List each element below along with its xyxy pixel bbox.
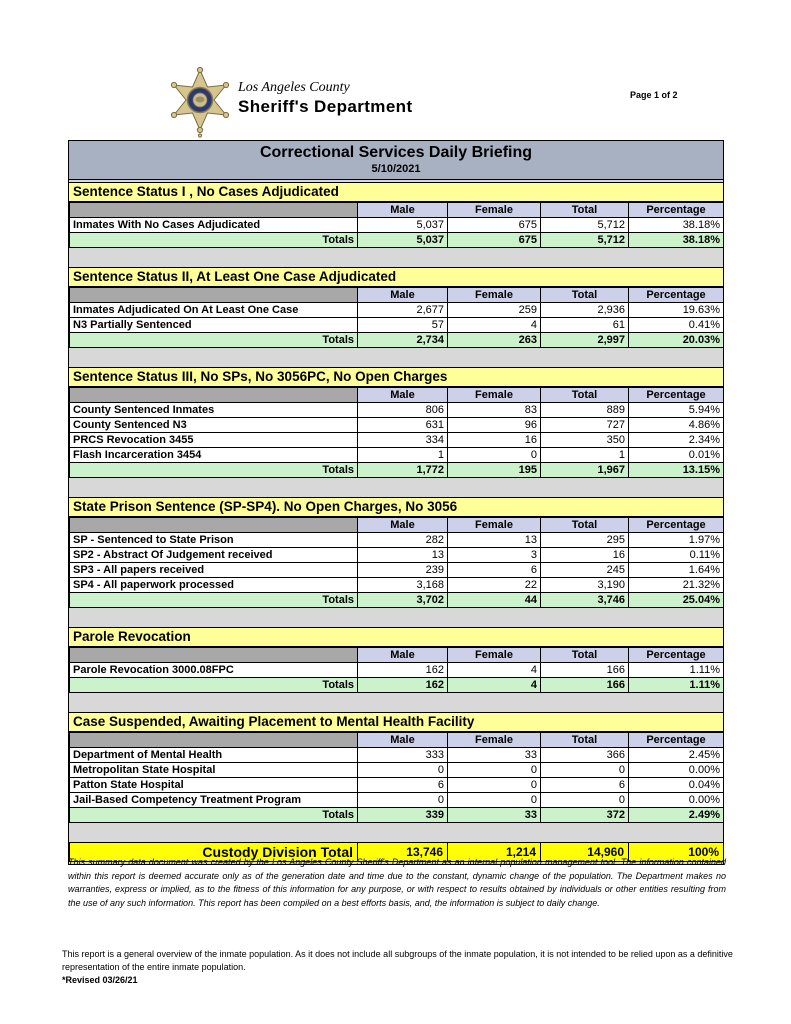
- totals-female: 4: [448, 678, 541, 693]
- totals-total: 166: [541, 678, 629, 693]
- totals-total: 3,746: [541, 593, 629, 608]
- column-header-row: [70, 518, 724, 533]
- totals-female: 263: [448, 333, 541, 348]
- section-title: Sentence Status II, At Least One Case Adjudicated: [69, 267, 723, 287]
- col-header-percentage: Percentage: [629, 648, 724, 663]
- cell-female: 6: [448, 563, 541, 578]
- cell-total: 245: [541, 563, 629, 578]
- cell-male: 631: [358, 418, 448, 433]
- cell-total: 0: [541, 793, 629, 808]
- totals-label: Totals: [70, 233, 358, 248]
- agency-department: Sheriff's Department: [238, 97, 413, 116]
- col-header-total: Total: [541, 518, 629, 533]
- totals-female: 675: [448, 233, 541, 248]
- cell-total: 889: [541, 403, 629, 418]
- totals-percentage: 20.03%: [629, 333, 724, 348]
- cell-percentage: 0.01%: [629, 448, 724, 463]
- cell-percentage: 2.34%: [629, 433, 724, 448]
- col-header-percentage: Percentage: [629, 203, 724, 218]
- cell-percentage: 4.86%: [629, 418, 724, 433]
- cell-total: 5,712: [541, 218, 629, 233]
- totals-row: [70, 808, 724, 823]
- cell-percentage: 1.11%: [629, 663, 724, 678]
- section-table: [69, 732, 724, 823]
- cell-male: 239: [358, 563, 448, 578]
- report-title-bar: [69, 141, 723, 180]
- cell-total: 350: [541, 433, 629, 448]
- section-title: Case Suspended, Awaiting Placement to Mental Health Facility: [69, 712, 723, 732]
- agency-county: Los Angeles County: [238, 80, 350, 95]
- cell-total: 166: [541, 663, 629, 678]
- cell-male: 13: [358, 548, 448, 563]
- grand-total-label: Custody Division Total: [70, 843, 358, 862]
- col-header-percentage: Percentage: [629, 388, 724, 403]
- totals-row: [70, 463, 724, 478]
- section-5: [69, 627, 723, 693]
- report-title: Correctional Services Daily Briefing: [259, 144, 533, 161]
- cell-male: 5,037: [358, 218, 448, 233]
- totals-total: 5,712: [541, 233, 629, 248]
- table-row: [70, 448, 724, 463]
- cell-percentage: 2.45%: [629, 748, 724, 763]
- totals-male: 162: [358, 678, 448, 693]
- section-title: Sentence Status I , No Cases Adjudicated: [69, 182, 723, 202]
- col-header-male: Male: [358, 288, 448, 303]
- table-row: [70, 578, 724, 593]
- totals-male: 3,702: [358, 593, 448, 608]
- grand-total-total: 14,960: [541, 843, 629, 862]
- cell-female: 33: [448, 748, 541, 763]
- totals-label: Totals: [70, 333, 358, 348]
- row-label: Patton State Hospital: [70, 778, 358, 793]
- col-header-percentage: Percentage: [629, 288, 724, 303]
- table-row: [70, 403, 724, 418]
- corner-cell: [70, 388, 358, 403]
- col-header-percentage: Percentage: [629, 518, 724, 533]
- table-row: [70, 663, 724, 678]
- corner-cell: [70, 733, 358, 748]
- cell-percentage: 0.00%: [629, 793, 724, 808]
- cell-percentage: 0.04%: [629, 778, 724, 793]
- cell-male: 0: [358, 763, 448, 778]
- totals-row: [70, 333, 724, 348]
- cell-male: 2,677: [358, 303, 448, 318]
- cell-male: 57: [358, 318, 448, 333]
- corner-cell: [70, 203, 358, 218]
- section-3: [69, 367, 723, 478]
- totals-label: Totals: [70, 678, 358, 693]
- col-header-total: Total: [541, 733, 629, 748]
- table-row: [70, 418, 724, 433]
- totals-male: 1,772: [358, 463, 448, 478]
- row-label: Flash Incarceration 3454: [70, 448, 358, 463]
- cell-female: 22: [448, 578, 541, 593]
- cell-male: 6: [358, 778, 448, 793]
- totals-row: [70, 593, 724, 608]
- grand-total-female: 1,214: [448, 843, 541, 862]
- totals-total: 2,997: [541, 333, 629, 348]
- cell-percentage: 5.94%: [629, 403, 724, 418]
- cell-female: 0: [448, 763, 541, 778]
- column-header-row: [70, 388, 724, 403]
- section-6: [69, 712, 723, 823]
- totals-row: [70, 233, 724, 248]
- column-header-row: [70, 203, 724, 218]
- totals-label: Totals: [70, 463, 358, 478]
- table-row: [70, 318, 724, 333]
- cell-total: 366: [541, 748, 629, 763]
- column-header-row: [70, 648, 724, 663]
- section-table: [69, 517, 724, 608]
- footnote-text: This report is a general overview of the inmate population. As it does not include all subgroups of the inmate population, it is not intended to be relied upon as a definitive representation of the entire inmate population.: [62, 949, 733, 972]
- section-title: State Prison Sentence (SP-SP4). No Open Charges, No 3056: [69, 497, 723, 517]
- row-label: County Sentenced N3: [70, 418, 358, 433]
- row-label: SP2 - Abstract Of Judgement received: [70, 548, 358, 563]
- totals-male: 2,734: [358, 333, 448, 348]
- totals-total: 372: [541, 808, 629, 823]
- section-table: [69, 647, 724, 693]
- col-header-male: Male: [358, 203, 448, 218]
- table-row: [70, 548, 724, 563]
- footnote: [62, 948, 740, 987]
- cell-male: 0: [358, 793, 448, 808]
- col-header-total: Total: [541, 388, 629, 403]
- row-label: SP4 - All paperwork processed: [70, 578, 358, 593]
- cell-male: 3,168: [358, 578, 448, 593]
- cell-total: 61: [541, 318, 629, 333]
- row-label: PRCS Revocation 3455: [70, 433, 358, 448]
- col-header-female: Female: [448, 518, 541, 533]
- cell-total: 727: [541, 418, 629, 433]
- disclaimer-text: This summary data document was created by the Los Angeles County Sheriff's Department as an internal population management tool. The information contained within this report is deemed accurate only as of the generation date and time due to the constant, dynamic change of the population. The Department makes no warranties, express or implied, as to the fitness of this information for any purpose, or with respect to results obtained by individuals or other entities resulting from the use of any such information. This report has been compiled on a best efforts basis, and, the information is subject to daily change.: [68, 857, 726, 908]
- cell-total: 6: [541, 778, 629, 793]
- cell-female: 96: [448, 418, 541, 433]
- cell-percentage: 0.41%: [629, 318, 724, 333]
- col-header-male: Male: [358, 518, 448, 533]
- totals-row: [70, 678, 724, 693]
- cell-female: 675: [448, 218, 541, 233]
- revised-date: *Revised 03/26/21: [62, 975, 138, 985]
- section-1: [69, 182, 723, 248]
- totals-total: 1,967: [541, 463, 629, 478]
- cell-total: 3,190: [541, 578, 629, 593]
- col-header-female: Female: [448, 388, 541, 403]
- cell-percentage: 1.64%: [629, 563, 724, 578]
- totals-male: 339: [358, 808, 448, 823]
- corner-cell: [70, 648, 358, 663]
- col-header-total: Total: [541, 648, 629, 663]
- cell-percentage: 1.97%: [629, 533, 724, 548]
- cell-percentage: 0.11%: [629, 548, 724, 563]
- section-2: [69, 267, 723, 348]
- cell-male: 333: [358, 748, 448, 763]
- col-header-total: Total: [541, 203, 629, 218]
- cell-female: 4: [448, 663, 541, 678]
- col-header-female: Female: [448, 733, 541, 748]
- totals-percentage: 2.49%: [629, 808, 724, 823]
- section-table: [69, 202, 724, 248]
- cell-total: 2,936: [541, 303, 629, 318]
- col-header-male: Male: [358, 648, 448, 663]
- totals-label: Totals: [70, 593, 358, 608]
- cell-female: 0: [448, 778, 541, 793]
- page-indicator: Page 1 of 2: [630, 90, 678, 100]
- section-table: [69, 287, 724, 348]
- row-label: Inmates With No Cases Adjudicated: [70, 218, 358, 233]
- cell-female: 4: [448, 318, 541, 333]
- row-label: N3 Partially Sentenced: [70, 318, 358, 333]
- cell-male: 282: [358, 533, 448, 548]
- row-label: County Sentenced Inmates: [70, 403, 358, 418]
- col-header-female: Female: [448, 288, 541, 303]
- table-row: [70, 218, 724, 233]
- section-title: Parole Revocation: [69, 627, 723, 647]
- table-row: [70, 748, 724, 763]
- totals-percentage: 38.18%: [629, 233, 724, 248]
- col-header-female: Female: [448, 203, 541, 218]
- table-row: [70, 763, 724, 778]
- cell-female: 16: [448, 433, 541, 448]
- col-header-percentage: Percentage: [629, 733, 724, 748]
- section-title: Sentence Status III, No SPs, No 3056PC, No Open Charges: [69, 367, 723, 387]
- table-row: [70, 778, 724, 793]
- row-label: SP3 - All papers received: [70, 563, 358, 578]
- report-date: 5/10/2021: [371, 163, 421, 175]
- cell-female: 3: [448, 548, 541, 563]
- totals-percentage: 13.15%: [629, 463, 724, 478]
- sections: [69, 182, 723, 823]
- table-row: [70, 793, 724, 808]
- cell-male: 334: [358, 433, 448, 448]
- section-table: [69, 387, 724, 478]
- cell-total: 1: [541, 448, 629, 463]
- table-row: [70, 533, 724, 548]
- totals-male: 5,037: [358, 233, 448, 248]
- col-header-female: Female: [448, 648, 541, 663]
- cell-percentage: 38.18%: [629, 218, 724, 233]
- totals-female: 33: [448, 808, 541, 823]
- totals-label: Totals: [70, 808, 358, 823]
- cell-percentage: 0.00%: [629, 763, 724, 778]
- row-label: Jail-Based Competency Treatment Program: [70, 793, 358, 808]
- section-4: [69, 497, 723, 608]
- column-header-row: [70, 733, 724, 748]
- row-label: Department of Mental Health: [70, 748, 358, 763]
- cell-female: 0: [448, 448, 541, 463]
- column-header-row: [70, 288, 724, 303]
- corner-cell: [70, 288, 358, 303]
- row-label: Parole Revocation 3000.08FPC: [70, 663, 358, 678]
- table-row: [70, 563, 724, 578]
- cell-male: 806: [358, 403, 448, 418]
- totals-female: 44: [448, 593, 541, 608]
- grand-total-percentage: 100%: [629, 843, 724, 862]
- row-label: Inmates Adjudicated On At Least One Case: [70, 303, 358, 318]
- report-document: [68, 140, 724, 865]
- corner-cell: [70, 518, 358, 533]
- cell-male: 162: [358, 663, 448, 678]
- col-header-total: Total: [541, 288, 629, 303]
- cell-total: 16: [541, 548, 629, 563]
- table-row: [70, 303, 724, 318]
- col-header-male: Male: [358, 733, 448, 748]
- col-header-male: Male: [358, 388, 448, 403]
- agency-brand: [238, 80, 413, 117]
- row-label: Metropolitan State Hospital: [70, 763, 358, 778]
- grand-total-male: 13,746: [358, 843, 448, 862]
- sheriff-star-badge-icon: [166, 66, 234, 140]
- cell-percentage: 19.63%: [629, 303, 724, 318]
- cell-male: 1: [358, 448, 448, 463]
- totals-percentage: 1.11%: [629, 678, 724, 693]
- cell-total: 295: [541, 533, 629, 548]
- cell-female: 13: [448, 533, 541, 548]
- table-row: [70, 433, 724, 448]
- cell-female: 83: [448, 403, 541, 418]
- cell-female: 259: [448, 303, 541, 318]
- cell-percentage: 21.32%: [629, 578, 724, 593]
- row-label: SP - Sentenced to State Prison: [70, 533, 358, 548]
- totals-female: 195: [448, 463, 541, 478]
- totals-percentage: 25.04%: [629, 593, 724, 608]
- cell-female: 0: [448, 793, 541, 808]
- cell-total: 0: [541, 763, 629, 778]
